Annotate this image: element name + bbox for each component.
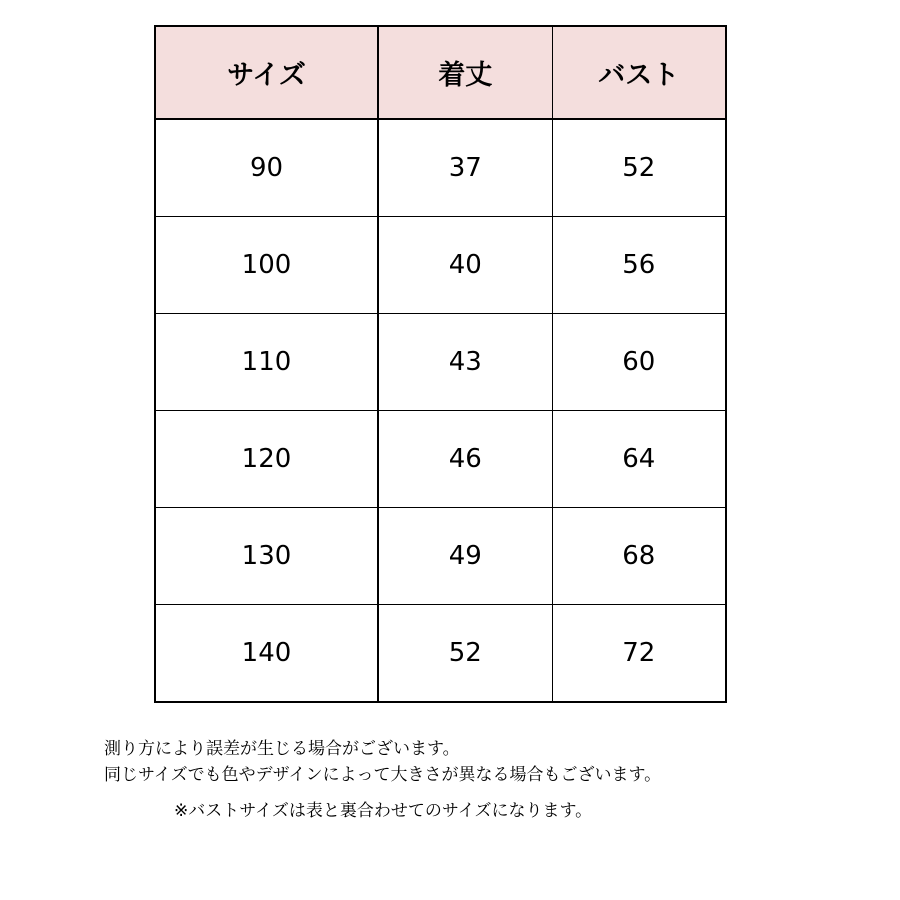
cell-bust: 64	[552, 411, 726, 508]
header-bust: バスト	[552, 26, 726, 119]
note-size-variation: 同じサイズでも色やデザインによって大きさが異なる場合もございます。	[104, 765, 662, 785]
cell-length: 37	[378, 119, 552, 217]
table-row	[155, 314, 726, 411]
cell-bust: 60	[552, 314, 726, 411]
note-bust-size: ※バストサイズは表と裏合わせてのサイズになります。	[174, 801, 593, 821]
cell-length: 40	[378, 217, 552, 314]
table-row	[155, 411, 726, 508]
cell-length: 49	[378, 508, 552, 605]
cell-bust: 68	[552, 508, 726, 605]
header-size: サイズ	[155, 26, 378, 119]
cell-bust: 56	[552, 217, 726, 314]
size-table	[154, 25, 727, 703]
cell-bust: 52	[552, 119, 726, 217]
cell-length: 52	[378, 605, 552, 703]
table-row	[155, 508, 726, 605]
cell-size: 110	[155, 314, 378, 411]
table-row	[155, 605, 726, 703]
table-row	[155, 217, 726, 314]
cell-size: 130	[155, 508, 378, 605]
cell-length: 43	[378, 314, 552, 411]
cell-bust: 72	[552, 605, 726, 703]
cell-size: 90	[155, 119, 378, 217]
note-measurement-error: 測り方により誤差が生じる場合がございます。	[104, 739, 460, 759]
header-row	[155, 26, 726, 119]
table-row	[155, 119, 726, 217]
cell-size: 120	[155, 411, 378, 508]
cell-size: 140	[155, 605, 378, 703]
cell-length: 46	[378, 411, 552, 508]
header-length: 着丈	[378, 26, 552, 119]
cell-size: 100	[155, 217, 378, 314]
